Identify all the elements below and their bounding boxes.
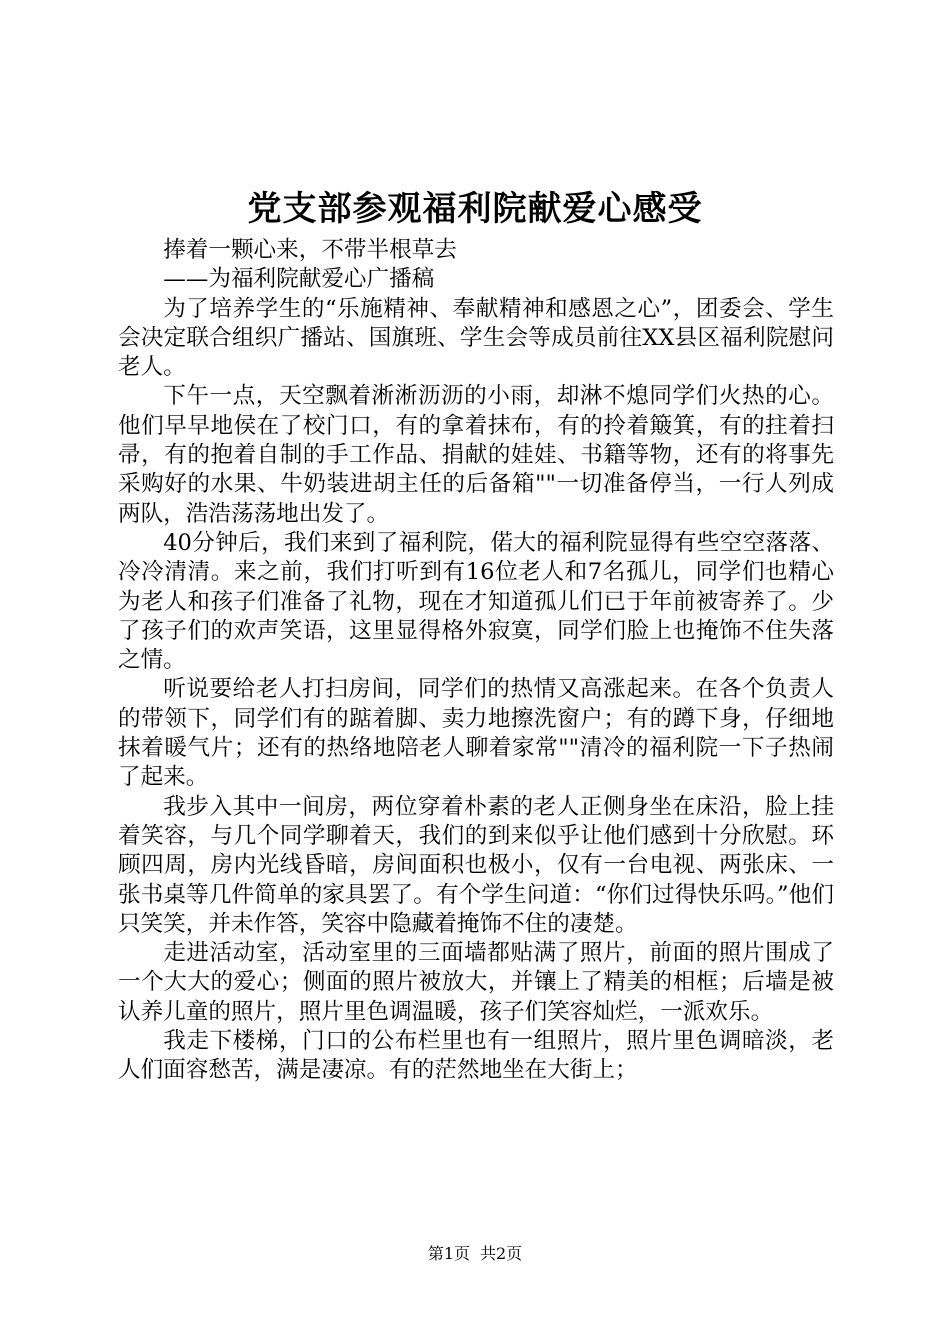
document-body [118,236,834,1086]
document-title: 党支部参观福利院献爱心感受 [247,189,703,229]
page-number: 第1页 [427,1244,470,1263]
body-paragraph: 听说要给老人打扫房间，同学们的热情又高涨起来。在各个负责人的带领下，同学们有的踮着脚、卖力地擦洗窗户；有的蹲下身，仔细地抹着暖气片；还有的热络地陪老人聊着家常""清冷的福利院一下子热闹了起来。 [118,676,834,791]
page-footer [0,1242,950,1266]
subtitle-line: ——为福利院献爱心广播稿 [163,266,435,293]
body-paragraph: 我步入其中一间房，两位穿着朴素的老人正侧身坐在床沿，脸上挂着笑容，与几个同学聊着天，我们的到来似乎让他们感到十分欣慰。环顾四周，房内光线昏暗，房间面积也极小，仅有一台电视、两张床、一张书桌等几件简单的家具罢了。有个学生问道：“你们过得快乐吗。”他们只笑笑，并未作答，笑容中隐藏着掩饰不住的凄楚。 [118,793,834,937]
body-paragraph: 下午一点，天空飘着淅淅沥沥的小雨，却淋不熄同学们火热的心。他们早早地侯在了校门口，有的拿着抹布，有的拎着簸箕，有的拄着扫帚，有的抱着自制的手工作品、捐献的娃娃、书籍等物，还有的将事先采购好的水果、牛奶装进胡主任的后备箱""一切准备停当，一行人列成两队，浩浩荡荡地出发了。 [118,383,834,527]
body-paragraph: 40分钟后，我们来到了福利院，偌大的福利院显得有些空空落落、冷冷清清。来之前，我们打听到有16位老人和7名孤儿，同学们也精心为老人和孩子们准备了礼物，现在才知道孤儿们已于年前被寄养了。少了孩子们的欢声笑语，这里显得格外寂寞，同学们脸上也掩饰不住失落之情。 [118,529,834,674]
page-total: 共2页 [480,1244,523,1263]
body-paragraph: 我走下楼梯，门口的公布栏里也有一组照片，照片里色调暗淡，老人们面容愁苦，满是凄凉。有的茫然地坐在大街上； [118,1028,834,1084]
subtitle-line: 捧着一颗心来，不带半根草去 [163,237,457,263]
body-paragraph: 走进活动室，活动室里的三面墙都贴满了照片，前面的照片围成了一个大大的爱心；侧面的照片被放大，并镶上了精美的相框；后墙是被认养儿童的照片，照片里色调温暖，孩子们笑容灿烂，一派欢乐。 [118,940,834,1025]
body-paragraph: 为了培养学生的“乐施精神、奉献精神和感恩之心”，团委会、学生会决定联合组织广播站、国旗班、学生会等成员前往XX县区福利院慰问老人。 [118,295,834,381]
